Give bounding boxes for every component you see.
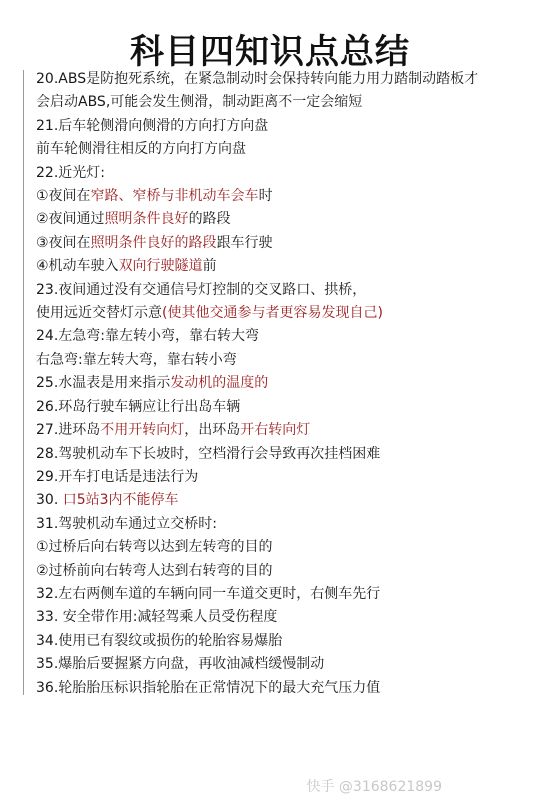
note-line	[36, 606, 516, 629]
highlight-text: 窄路、窄桥与非机动车会车	[90, 188, 259, 205]
note-line	[36, 208, 516, 231]
note-text: 23.夜间通过没有交通信号灯控制的交叉路口、拱桥，	[36, 281, 367, 298]
note-text: 36.轮胎胎压标识指轮胎在正常情况下的最大充气压力值	[36, 679, 381, 696]
note-line	[36, 677, 516, 700]
note-line	[36, 68, 516, 91]
note-text: 27.进环岛	[36, 422, 101, 439]
note-line	[36, 583, 516, 606]
note-text: 前车轮侧滑往相反的方向打方向盘	[36, 141, 246, 158]
note-text: ②过桥前向右转弯人达到右转弯的目的	[36, 562, 273, 579]
note-line	[36, 185, 516, 208]
note-text: 29.开车打电话是违法行为	[36, 468, 199, 485]
note-line	[36, 279, 516, 302]
note-line	[36, 489, 516, 512]
note-line	[36, 396, 516, 419]
note-text: 24.左急弯:靠左转小弯，靠右转大弯	[36, 328, 259, 345]
note-line	[36, 372, 516, 395]
note-text: 右急弯:靠左转大弯，靠右转小弯	[36, 351, 237, 368]
note-line	[36, 325, 516, 348]
note-line	[36, 349, 516, 372]
note-text: 26.环岛行驶车辆应让行出岛车辆	[36, 398, 241, 415]
note-line	[36, 419, 516, 442]
note-line	[36, 255, 516, 278]
note-line	[36, 115, 516, 138]
highlight-text: 照明条件良好	[104, 211, 189, 228]
left-border-line	[23, 70, 24, 695]
note-line	[36, 513, 516, 536]
note-text: 31.驾驶机动车通过立交桥时:	[36, 515, 217, 532]
highlight-text: 开右转向灯	[240, 422, 311, 439]
note-text: 35.爆胎后要握紧方向盘，再收油减档缓慢制动	[36, 656, 325, 673]
note-line	[36, 560, 516, 583]
note-text: 33. 安全带作用:减轻驾乘人员受伤程度	[36, 609, 278, 626]
note-text: ，出环岛	[184, 422, 241, 439]
note-text: 会启动ABS,可能会发生侧滑，制动距离不一定会缩短	[36, 94, 363, 111]
note-text: 的路段	[188, 211, 231, 228]
note-text: 25.水温表是用来指示	[36, 375, 171, 392]
note-line	[36, 162, 516, 185]
note-text: ①夜间在	[36, 188, 91, 205]
note-line	[36, 466, 516, 489]
note-text: ②夜间通过	[36, 211, 105, 228]
note-line	[36, 91, 516, 114]
note-text: ①过桥后向右转弯以达到左转弯的目的	[36, 539, 273, 556]
highlight-text: 照明条件良好的路段	[90, 234, 217, 251]
note-line	[36, 630, 516, 653]
highlight-text: 发动机的温度的	[170, 375, 269, 392]
highlight-text: (使其他交通参与者更容易发现自己)	[162, 305, 383, 322]
note-text: 时	[258, 188, 273, 205]
note-text: ④机动车驶入	[36, 258, 119, 275]
note-text: 34.使用已有裂纹或损伤的轮胎容易爆胎	[36, 632, 283, 649]
note-text: 22.近光灯:	[36, 164, 105, 181]
watermark: 快手 @3168621899	[306, 779, 442, 795]
highlight-text: 不用开转向灯	[100, 422, 185, 439]
note-text: 32.左右两侧车道的车辆向同一车道交更时，右侧车先行	[36, 585, 381, 602]
note-line	[36, 653, 516, 676]
note-line	[36, 232, 516, 255]
note-text: 28.驾驶机动车下长坡时，空档滑行会导致再次挂档困难	[36, 445, 381, 462]
note-line	[36, 443, 516, 466]
note-text: 使用远近交替灯示意	[36, 305, 162, 322]
note-line	[36, 138, 516, 161]
highlight-text: 双向行驶隧道	[118, 258, 203, 275]
note-text: 21.后车轮侧滑向侧滑的方向打方向盘	[36, 117, 269, 134]
note-text: ③夜间在	[36, 234, 91, 251]
note-line	[36, 536, 516, 559]
note-text: 跟车行驶	[216, 234, 273, 251]
note-line	[36, 302, 516, 325]
note-text: 20.ABS是防抱死系统，在紧急制动时会保持转向能力用力踏制动踏板才	[36, 71, 479, 87]
highlight-text: 口5站3内不能停车	[62, 492, 179, 509]
note-text: 30.	[36, 492, 63, 509]
page-title: 科目四知识点总结	[130, 32, 410, 72]
notes-list	[36, 68, 516, 700]
note-text: 前	[202, 258, 217, 275]
